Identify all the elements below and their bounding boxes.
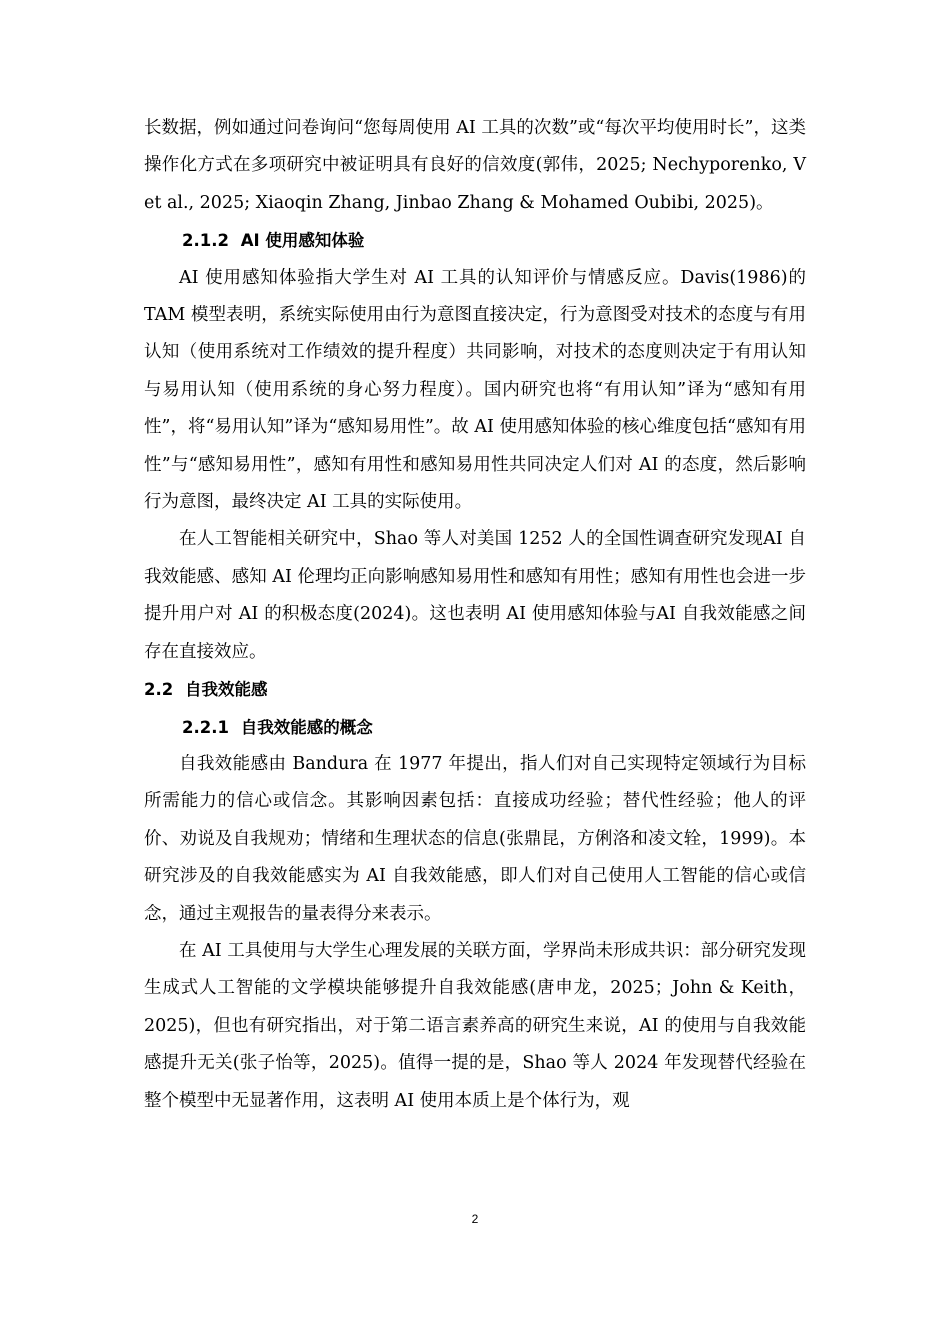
paragraph: 在人工智能相关研究中，Shao 等人对美国 1252 人的全国性调查研究发现AI 自我效能感、感知 AI 伦理均正向影响感知易用性和感知有用性；感知有用性也会进一步提升用户对 AI 的积极态度(2024)。这也表明 AI 使用感知体验与AI 自我效能感之间存在直接效应。 xyxy=(144,529,806,662)
section-title: AI 使用感知体验 xyxy=(240,231,365,251)
paragraph: 自我效能感由 Bandura 在 1977 年提出，指人们对自己实现特定领域行为目标所需能力的信心或信念。其影响因素包括：直接成功经验；替代性经验；他人的评价、劝说及自我规劝；情绪和生理状态的信息(张鼎昆，方俐洛和凌文辁，1999)。本研究涉及的自我效能感实为 AI 自我效能感，即人们对自己使用人工智能的信心或信念，通过主观报告的量表得分来表示。 xyxy=(144,753,806,924)
section-number: 2.1.2 xyxy=(182,231,229,251)
paragraph: 在 AI 工具使用与大学生心理发展的关联方面，学界尚未形成共识：部分研究发现生成式人工智能的文学模块能够提升自我效能感(唐申龙，2025；John & Keith，2025)，但也有研究指出，对于第二语言素养高的研究生来说，AI 的使用与自我效能感提升无关(张子怡等，2025)。值得一提的是，Shao 等人 2024 年发现替代经验在整个模型中无显著作用，这表明 AI 使用本质上是个体行为，观 xyxy=(144,940,806,1111)
page-content xyxy=(144,110,806,1120)
section-heading-2-2-1 xyxy=(144,709,806,746)
section-heading-2-1-2 xyxy=(144,222,806,259)
section-number: 2.2.1 xyxy=(182,717,229,737)
section-heading-2-2 xyxy=(144,671,806,708)
section-title: 自我效能感 xyxy=(184,680,268,700)
paragraph-continued: 长数据，例如通过问卷询问“您每周使用 AI 工具的次数”或“每次平均使用时长”，这类操作化方式在多项研究中被证明具有良好的信效度(郭伟，2025; Nechyporenko, V et al., 2025; Xiaoqin Zhang, Jinbao Zhang & Mohamed Oubibi, 2025)。 xyxy=(144,118,806,213)
paragraph: AI 使用感知体验指大学生对 AI 工具的认知评价与情感反应。Davis(1986)的 TAM 模型表明，系统实际使用由行为意图直接决定，行为意图受对技术的态度与有用认知（使用系统对工作绩效的提升程度）共同影响，对技术的态度则决定于有用认知与易用认知（使用系统的身心努力程度）。国内研究也将“有用认知”译为“感知有用性”，将“易用认知”译为“感知易用性”。故 AI 使用感知体验的核心维度包括“感知有用性”与“感知易用性”，感知有用性和感知易用性共同决定人们对 AI 的态度，然后影响行为意图，最终决定 AI 工具的实际使用。 xyxy=(144,267,806,513)
section-number: 2.2 xyxy=(144,680,174,700)
section-title: 自我效能感的概念 xyxy=(240,717,373,737)
page-number: 2 xyxy=(471,1212,479,1226)
